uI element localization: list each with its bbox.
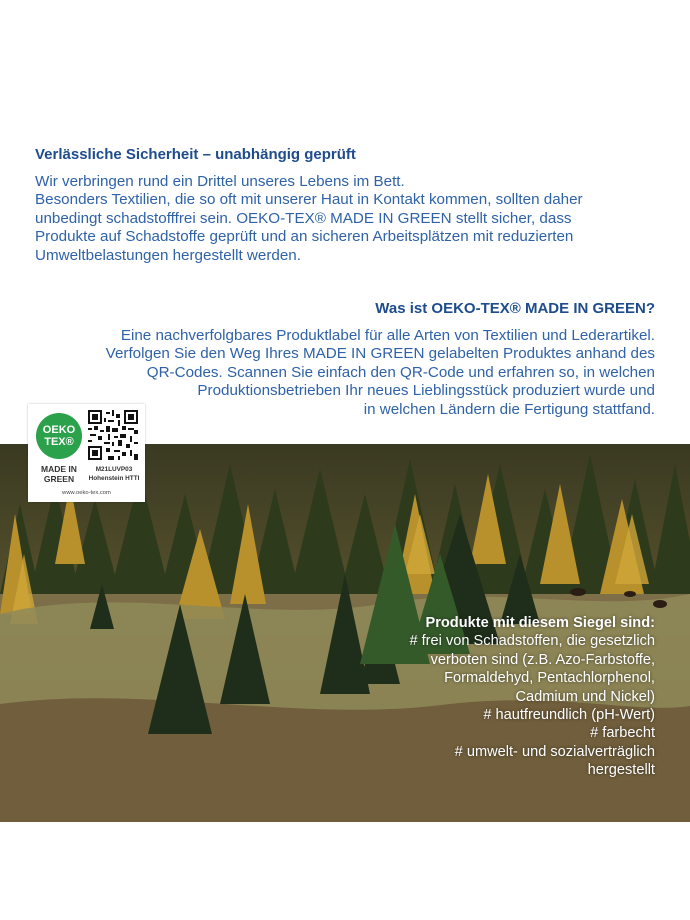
intro-line: Wir verbringen rund ein Drittel unseres Lebens im Bett. (35, 173, 405, 190)
seal-benefit-line: verboten sind (z.B. Azo-Farbstoffe, (430, 651, 655, 668)
made-in-green-line: Verfolgen Sie den Weg Ihres MADE IN GREEN gelabelten Produktes anhand des (105, 345, 655, 363)
made-in-green-text (34, 464, 84, 484)
made-in-green-section (35, 300, 655, 419)
intro-line: Produkte auf Schadstoffe geprüft und an sicheren Arbeitsplätzen mit reduzierten (35, 228, 574, 246)
intro-line: Umweltbelastungen hergestellt werden. (35, 246, 301, 264)
label-institute: Hohenstein HTTI (88, 475, 140, 482)
intro-section (35, 146, 655, 265)
label-code (84, 465, 144, 483)
intro-line: Besonders Textilien, die so oft mit unserer Haut in Kontakt kommen, sollten daher (35, 191, 583, 209)
seal-benefit-line: Formaldehyd, Pentachlorphenol, (444, 670, 655, 687)
seal-benefit-line: # frei von Schadstoffen, die gesetzlich (409, 633, 655, 650)
oeko-logo-line: OEKO (42, 424, 76, 436)
seal-benefit-line: hergestellt (587, 762, 655, 779)
seal-benefit-line: # farbecht (590, 725, 655, 742)
intro-heading: Verlässliche Sicherheit – unabhängig geprüft (35, 146, 356, 163)
oeko-tex-logo (36, 413, 82, 459)
seal-benefit-line: # umwelt- und sozialverträglich (454, 743, 655, 760)
made-in-line: GREEN (43, 474, 75, 484)
made-in-green-line: Produktionsbetrieben Ihr neues Lieblingsstück produziert wurde und (197, 382, 655, 400)
made-in-green-heading: Was ist OEKO-TEX® MADE IN GREEN? (375, 300, 655, 317)
oeko-logo-line: TEX® (44, 436, 74, 448)
qr-code-icon[interactable] (88, 410, 138, 460)
made-in-green-line: QR-Codes. Scannen Sie einfach den QR-Code und erfahren so, in welchen (146, 363, 655, 381)
intro-line: unbedingt schadstofffrei sein. OEKO-TEX® MADE IN GREEN stellt sicher, dass (35, 209, 572, 227)
seal-benefit-line: # hautfreundlich (pH-Wert) (483, 707, 655, 724)
seal-benefit-line: Cadmium und Nickel) (515, 688, 655, 705)
label-url[interactable]: www.oeko-tex.com (62, 490, 111, 496)
made-in-line: MADE IN (41, 464, 77, 474)
made-in-green-line: Eine nachverfolgbares Produktlabel für alle Arten von Textilien und Lederartikel. (120, 327, 655, 344)
intro-paragraph (35, 173, 655, 265)
seal-benefits (409, 614, 655, 780)
oeko-tex-label (28, 404, 145, 502)
seal-benefits-heading: Produkte mit diesem Siegel sind: (425, 615, 655, 631)
made-in-green-line: in welchen Ländern die Fertigung stattfand. (363, 400, 655, 418)
label-number: M21LUVP03 (95, 466, 133, 473)
